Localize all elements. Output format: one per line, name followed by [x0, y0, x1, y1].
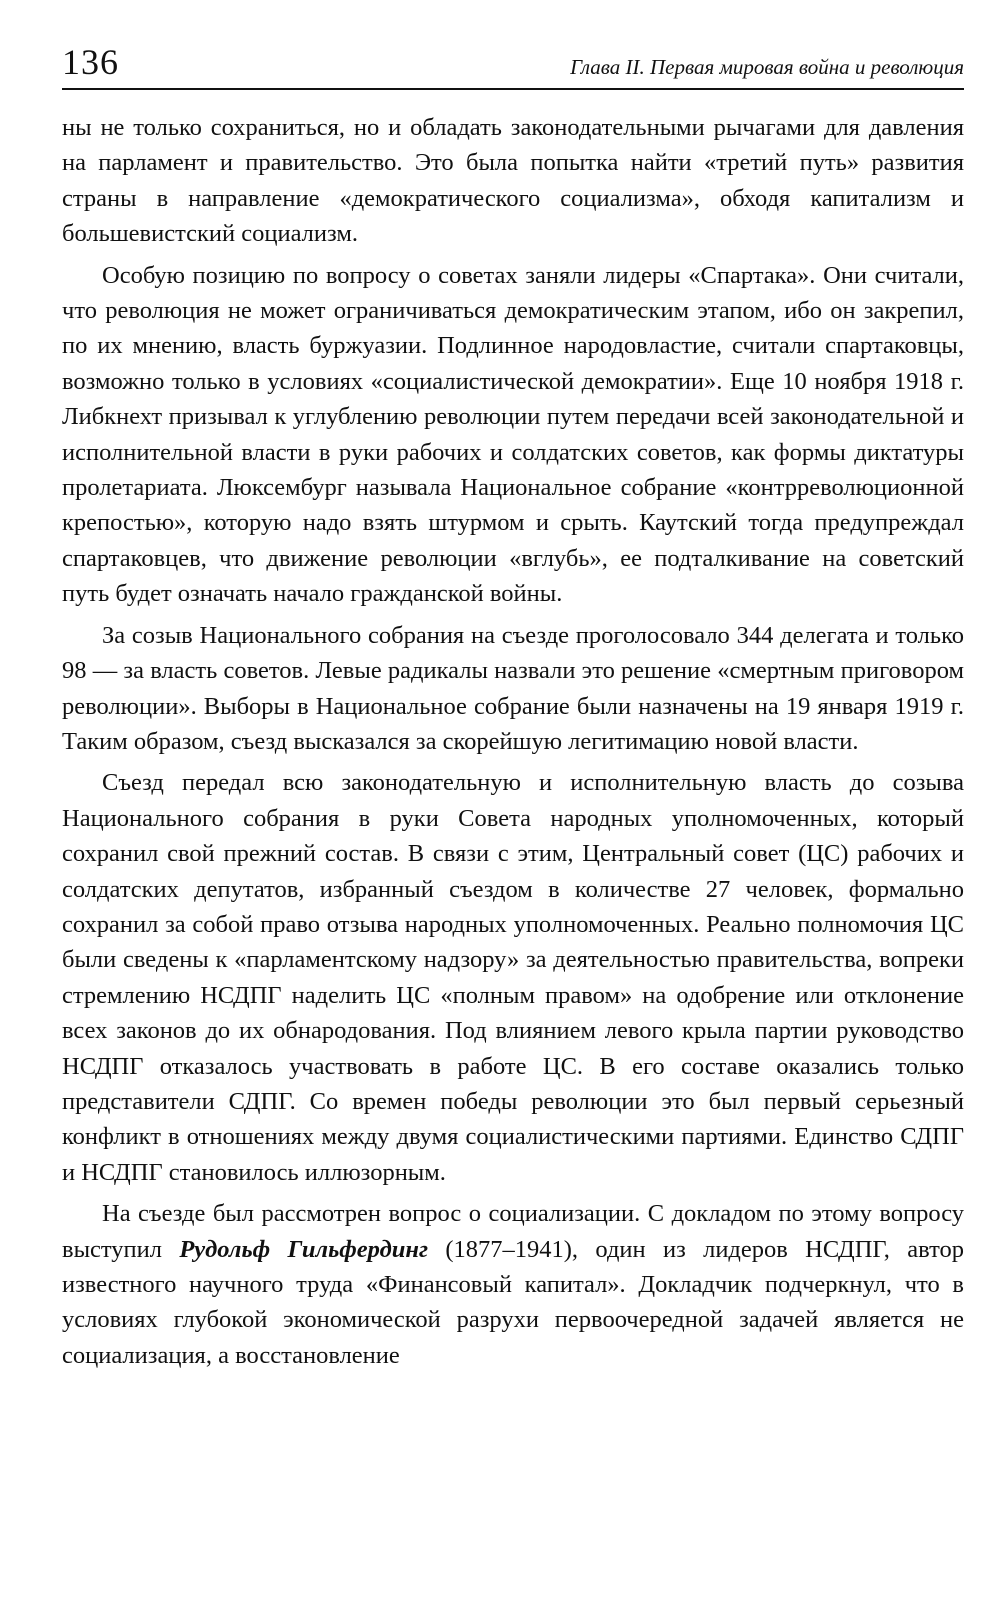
emphasized-name: Рудольф Гильфердинг — [179, 1235, 429, 1263]
paragraph: ны не только сохраниться, но и обладать законодательными рычагами для давления на парламент и правительство. Это была попытка найти «третий путь» развития страны в направление «демократического социализма», обходя капитализм и большевистский социализм. — [62, 114, 964, 248]
paragraph-text: (1877–1941), один из лидеров НСДПГ, автор известного научного труда «Финансовый капитал». Докладчик подчеркнул, что в условиях глубокой экономической разрухи первоочередной задачей является не социализация, а восстановление — [62, 1235, 964, 1369]
paragraph-text: На съезде был рассмотрен вопрос о социализации. С докладом по этому вопросу выступил — [62, 1200, 964, 1263]
paragraph: Съезд передал всю законодательную и исполнительную власть до созыва Национального собрания в руки Совета народных уполномоченных, который сохранил свой прежний состав. В связи с этим, Центральный совет (ЦС) рабочих и солдатских депутатов, избранный съездом в количестве 27 человек, формально сохранил за собой право отзыва народных уполномоченных. Реально полномочия ЦС были сведены к «парламентскому надзору» за деятельностью правительства, вопреки стремлению НСДПГ наделить ЦС «полным правом» на одобрение или отклонение всех законов до их обнародования. Под влиянием левого крыла партии руководство НСДПГ отказалось участвовать в работе ЦС. В его составе оказались только представители СДПГ. Со времен победы революции это был первый серьезный конфликт в отношениях между двумя социалистическими партиями. Единство СДПГ и НСДПГ становилось иллюзорным. — [62, 769, 964, 1186]
paragraph — [62, 1196, 964, 1373]
paragraph: За созыв Национального собрания на съезде проголосовало 344 делегата и только 98 — за власть советов. Левые радикалы назвали это решение «смертным приговором революции». Выборы в Национальное собрание были назначены на 19 января 1919 г. Таким образом, съезд высказался за скорейшую легитимацию новой власти. — [62, 621, 964, 755]
running-head: Глава II. Первая мировая война и революция — [570, 55, 964, 79]
book-page — [62, 36, 964, 1373]
body-text — [62, 110, 964, 1373]
page-header — [62, 36, 964, 90]
paragraph: Особую позицию по вопросу о советах заняли лидеры «Спартака». Они считали, что революция не может ограничиваться демократическим этапом, ибо он закрепил, по их мнению, власть буржуазии. Подлинное народовластие, считали спартаковцы, возможно только в условиях «социалистической демократии». Еще 10 ноября 1918 г. Либкнехт призывал к углублению революции путем передачи всей законодательной и исполнительной власти в руки рабочих и солдатских советов, как формы диктатуры пролетариата. Люксембург называла Национальное собрание «контрреволюционной крепостью», которую надо взять штурмом и срыть. Каутский тогда предупреждал спартаковцев, что движение революции «вглубь», ее подталкивание на советский путь будет означать начало гражданской войны. — [62, 261, 964, 608]
page-number: 136 — [62, 42, 119, 82]
